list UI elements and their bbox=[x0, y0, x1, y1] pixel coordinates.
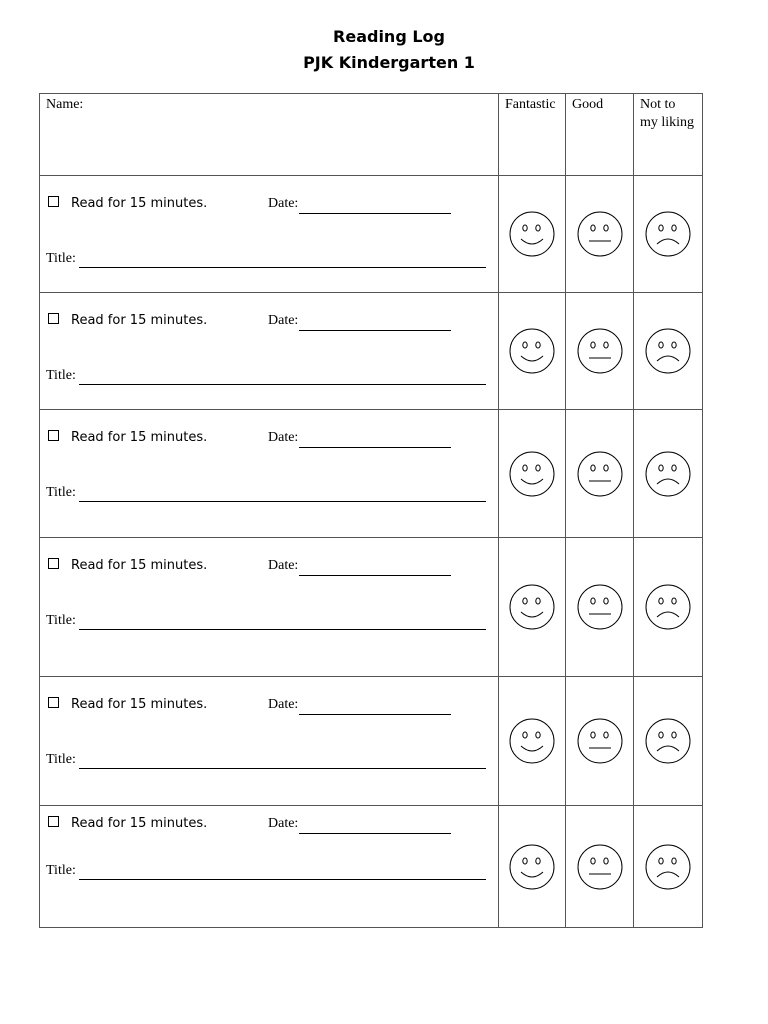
sad-face-icon[interactable] bbox=[645, 718, 691, 764]
entry-cell bbox=[40, 410, 499, 538]
title-label: Title: bbox=[46, 613, 76, 628]
table-row bbox=[40, 538, 703, 677]
fantastic-rating-cell[interactable] bbox=[499, 538, 566, 677]
date-label: Date: bbox=[268, 816, 299, 831]
entry-cell bbox=[40, 538, 499, 677]
read-check-line[interactable] bbox=[48, 558, 207, 573]
title-field[interactable] bbox=[79, 629, 486, 630]
read-checkbox[interactable] bbox=[48, 430, 59, 441]
title-field[interactable] bbox=[79, 501, 486, 502]
not-liking-rating-cell[interactable] bbox=[634, 176, 703, 293]
date-field[interactable] bbox=[299, 213, 451, 214]
fantastic-header: Fantastic bbox=[499, 94, 566, 176]
read-checkbox[interactable] bbox=[48, 816, 59, 827]
good-rating-cell[interactable] bbox=[566, 806, 634, 928]
date-label: Date: bbox=[268, 558, 299, 573]
read-check-line[interactable] bbox=[48, 430, 207, 445]
date-field[interactable] bbox=[299, 575, 451, 576]
not-liking-rating-cell[interactable] bbox=[634, 806, 703, 928]
title-field[interactable] bbox=[79, 768, 486, 769]
title-label: Title: bbox=[46, 752, 76, 767]
page-subtitle: PJK Kindergarten 1 bbox=[303, 53, 475, 72]
good-rating-cell[interactable] bbox=[566, 538, 634, 677]
page-header bbox=[0, 24, 768, 76]
read-checkbox[interactable] bbox=[48, 697, 59, 708]
good-rating-cell[interactable] bbox=[566, 410, 634, 538]
smiley-face-icon[interactable] bbox=[509, 211, 555, 257]
sad-face-icon[interactable] bbox=[645, 211, 691, 257]
read-checkbox[interactable] bbox=[48, 196, 59, 207]
good-header: Good bbox=[566, 94, 634, 176]
date-field[interactable] bbox=[299, 330, 451, 331]
fantastic-rating-cell[interactable] bbox=[499, 410, 566, 538]
good-rating-cell[interactable] bbox=[566, 677, 634, 806]
read-check-line[interactable] bbox=[48, 816, 207, 831]
date-field[interactable] bbox=[299, 714, 451, 715]
good-rating-cell[interactable] bbox=[566, 176, 634, 293]
title-label: Title: bbox=[46, 863, 76, 878]
table-row bbox=[40, 806, 703, 928]
read-checkbox[interactable] bbox=[48, 313, 59, 324]
read-check-line[interactable] bbox=[48, 313, 207, 328]
title-label: Title: bbox=[46, 368, 76, 383]
neutral-face-icon[interactable] bbox=[577, 211, 623, 257]
fantastic-rating-cell[interactable] bbox=[499, 176, 566, 293]
name-label: Name: bbox=[46, 97, 84, 112]
read-text: Read for 15 minutes. bbox=[71, 816, 208, 831]
smiley-face-icon[interactable] bbox=[509, 328, 555, 374]
title-field[interactable] bbox=[79, 384, 486, 385]
table-row bbox=[40, 176, 703, 293]
not-liking-rating-cell[interactable] bbox=[634, 293, 703, 410]
date-label: Date: bbox=[268, 697, 299, 712]
neutral-face-icon[interactable] bbox=[577, 844, 623, 890]
title-field[interactable] bbox=[79, 267, 486, 268]
title-field[interactable] bbox=[79, 879, 486, 880]
read-text: Read for 15 minutes. bbox=[71, 313, 208, 328]
date-field[interactable] bbox=[299, 833, 451, 834]
smiley-face-icon[interactable] bbox=[509, 844, 555, 890]
date-label: Date: bbox=[268, 313, 299, 328]
entry-cell bbox=[40, 176, 499, 293]
date-label: Date: bbox=[268, 430, 299, 445]
neutral-face-icon[interactable] bbox=[577, 718, 623, 764]
read-checkbox[interactable] bbox=[48, 558, 59, 569]
reading-log-table bbox=[39, 93, 703, 928]
name-cell[interactable] bbox=[40, 94, 499, 176]
neutral-face-icon[interactable] bbox=[577, 451, 623, 497]
sad-face-icon[interactable] bbox=[645, 584, 691, 630]
smiley-face-icon[interactable] bbox=[509, 451, 555, 497]
good-rating-cell[interactable] bbox=[566, 293, 634, 410]
not-liking-header: Not to my liking bbox=[634, 94, 703, 176]
not-liking-rating-cell[interactable] bbox=[634, 677, 703, 806]
table-row bbox=[40, 677, 703, 806]
header-row bbox=[40, 94, 703, 176]
entry-cell bbox=[40, 806, 499, 928]
read-check-line[interactable] bbox=[48, 697, 207, 712]
sad-face-icon[interactable] bbox=[645, 844, 691, 890]
sad-face-icon[interactable] bbox=[645, 328, 691, 374]
title-label: Title: bbox=[46, 251, 76, 266]
entry-cell bbox=[40, 677, 499, 806]
fantastic-rating-cell[interactable] bbox=[499, 293, 566, 410]
neutral-face-icon[interactable] bbox=[577, 328, 623, 374]
entry-cell bbox=[40, 293, 499, 410]
sad-face-icon[interactable] bbox=[645, 451, 691, 497]
not-liking-rating-cell[interactable] bbox=[634, 538, 703, 677]
read-text: Read for 15 minutes. bbox=[71, 430, 208, 445]
read-text: Read for 15 minutes. bbox=[71, 196, 208, 211]
table-row bbox=[40, 410, 703, 538]
fantastic-rating-cell[interactable] bbox=[499, 677, 566, 806]
not-liking-rating-cell[interactable] bbox=[634, 410, 703, 538]
smiley-face-icon[interactable] bbox=[509, 584, 555, 630]
fantastic-rating-cell[interactable] bbox=[499, 806, 566, 928]
smiley-face-icon[interactable] bbox=[509, 718, 555, 764]
page-title: Reading Log bbox=[333, 27, 445, 46]
table-row bbox=[40, 293, 703, 410]
read-text: Read for 15 minutes. bbox=[71, 697, 208, 712]
date-field[interactable] bbox=[299, 447, 451, 448]
date-label: Date: bbox=[268, 196, 299, 211]
read-check-line[interactable] bbox=[48, 196, 207, 211]
read-text: Read for 15 minutes. bbox=[71, 558, 208, 573]
title-label: Title: bbox=[46, 485, 76, 500]
neutral-face-icon[interactable] bbox=[577, 584, 623, 630]
